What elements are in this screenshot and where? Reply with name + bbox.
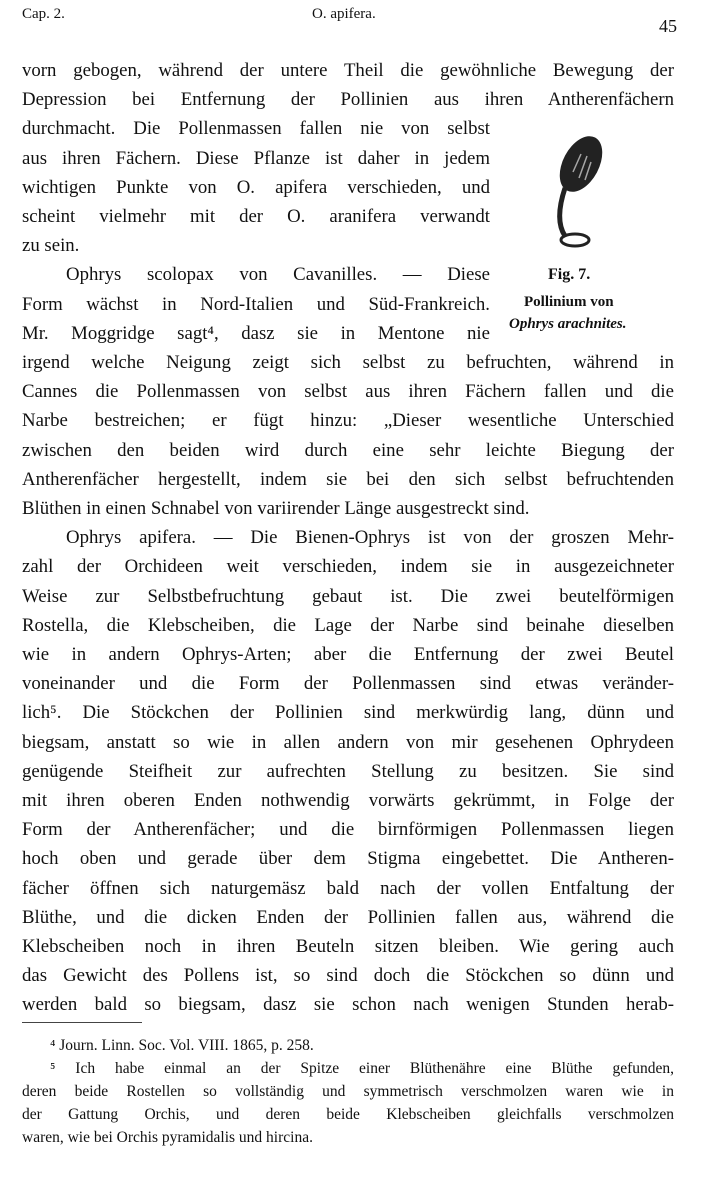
footnote-line: ⁴ Journ. Linn. Soc. Vol. VIII. 1865, p. 258. — [50, 1037, 314, 1054]
text-line: irgend welche Neigung zeigt sich selbst zu befruchten, während in — [22, 352, 674, 373]
text-line: Blüthe, und die dicken Enden der Pollinien fallen aus, während die — [22, 906, 674, 928]
text-line: wie in andern Ophrys-Arten; aber die Entfernung der zwei Beutel — [22, 644, 674, 665]
text-line: voneinander und die Form der Pollenmassen sind etwas veränder- — [22, 673, 674, 695]
text-line: Ophrys scolopax von Cavanilles. — Diese — [66, 264, 490, 286]
text-line: zahl der Orchideen weit verschieden, indem sie in ausgezeichneter — [22, 556, 674, 578]
figure-caption-line1: Pollinium von — [524, 294, 614, 310]
page-number: 45 — [659, 16, 677, 36]
text-line: zwischen den beiden wird durch eine sehr leichte Biegung der — [22, 439, 674, 461]
text-line: Antherenfächer hergestellt, indem sie bei den sich selbst befruchtenden — [22, 468, 674, 490]
text-line: mit ihren oberen Enden nothwendig vorwärts gekrümmt, in Folge der — [22, 790, 674, 811]
text-line: lich⁵. Die Stöckchen der Pollinien sind merkwürdig lang, dünn und — [22, 702, 674, 724]
text-line: Narbe bestreichen; er fügt hinzu: „Dieser wesentliche Unterschied — [22, 410, 674, 432]
chapter-label: Cap. 2. — [22, 6, 65, 22]
text-line: genügende Steifheit zur aufrechten Stellung zu besitzen. Sie sind — [22, 760, 674, 782]
text-line: Form der Antherenfächer; und die birnförmigen Pollenmassen liegen — [22, 819, 674, 841]
text-line: Mr. Moggridge sagt⁴, dasz sie in Mentone nie — [22, 322, 490, 344]
footnote-line: deren beide Rostellen so vollständig und symmetrisch verschmolzen waren wie in — [22, 1083, 674, 1100]
text-line: Rostella, die Klebscheiben, die Lage der Narbe sind beinahe dieselben — [22, 614, 674, 636]
footnote-line: der Gattung Orchis, und deren beide Klebscheiben gleichfalls verschmolzen — [22, 1106, 674, 1123]
text-line: das Gewicht des Pollens ist, so sind doch die Stöckchen so dünn und — [22, 965, 674, 987]
figure-title: Fig. 7. — [548, 266, 591, 283]
text-line: Klebscheiben noch in ihren Beuteln sitzen bleiben. Wie gering auch — [22, 936, 674, 957]
footnote-line: waren, wie bei Orchis pyramidalis und hircina. — [22, 1129, 313, 1146]
text-line: Depression bei Entfernung der Pollinien aus ihren Antherenfächern — [22, 89, 674, 111]
figure-caption-line2: Ophrys arachnites. — [509, 316, 627, 332]
text-line: wichtigen Punkte von O. apifera verschieden, und — [22, 176, 490, 198]
text-line: Weise zur Selbstbefruchtung gebaut ist. Die zwei beutelförmigen — [22, 585, 674, 607]
pollinium-drawing-icon — [551, 132, 611, 246]
text-line: aus ihren Fächern. Diese Pflanze ist daher in jedem — [22, 147, 490, 169]
text-line: werden bald so biegsam, dasz sie schon nach wenigen Stunden herab- — [22, 994, 674, 1016]
text-line: zu sein. — [22, 235, 80, 257]
text-line: Cannes die Pollenmassen von selbst aus ihren Fächern fallen und die — [22, 381, 674, 403]
text-line: vorn gebogen, während der untere Theil die gewöhnliche Bewegung der — [22, 60, 674, 81]
text-line: hoch oben und gerade über dem Stigma eingebettet. Die Antheren- — [22, 848, 674, 870]
text-line: durchmacht. Die Pollenmassen fallen nie von selbst — [22, 118, 490, 140]
text-line: fächer öffnen sich naturgemäsz bald nach der vollen Entfaltung der — [22, 877, 674, 899]
footnote-line: ⁵ Ich habe einmal an der Spitze einer Blüthenähre eine Blüthe gefunden, — [50, 1060, 674, 1077]
pollinium-figure — [535, 132, 635, 256]
text-line: scheint vielmehr mit der O. aranifera verwandt — [22, 206, 490, 227]
running-title: O. apifera. — [312, 6, 376, 22]
text-line: biegsam, anstatt so wie in allen andern von mir gesehenen Ophrydeen — [22, 731, 674, 753]
text-line: Form wächst in Nord-Italien und Süd-Frankreich. — [22, 293, 490, 315]
text-line: Blüthen in einen Schnabel von variirender Länge ausgestreckt sind. — [22, 498, 530, 519]
footnote-divider — [22, 1022, 142, 1023]
text-line: Ophrys apifera. — Die Bienen-Ophrys ist von der groszen Mehr- — [66, 527, 674, 549]
